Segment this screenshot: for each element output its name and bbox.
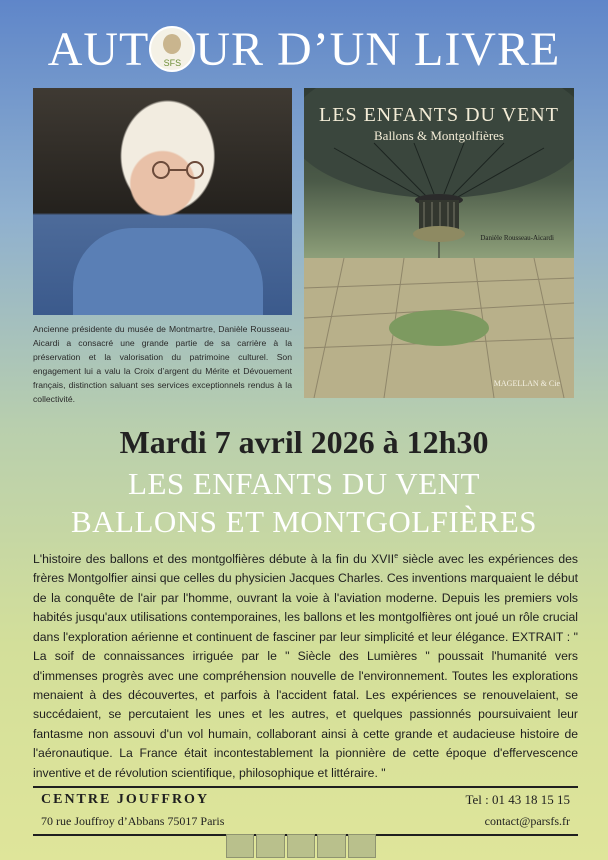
header-title-right: UR D’UN LIVRE <box>195 23 561 76</box>
cover-publisher: MAGELLAN & Cie <box>493 379 560 388</box>
thumbnail <box>256 834 284 858</box>
page-header <box>0 22 608 78</box>
author-caption: Ancienne présidente du musée de Montmartre, Danièle Rousseau-Aicardi a consacré une grande partie de sa carrière à la préservation et la valorisation du patrimoine culturel. Son engagement lui a valu la Croix d’argent du Mérite et Dévouement français, distinction saluant ses services exceptionnels rendus à la collectivité. <box>33 324 292 404</box>
thumbnail <box>348 834 376 858</box>
contact-email[interactable]: contact@parsfs.fr <box>484 814 570 828</box>
event-title-line1: LES ENFANTS DU VENT <box>128 466 480 501</box>
author-portrait <box>33 88 292 315</box>
header-title-left: AUT <box>47 23 150 76</box>
phone-number[interactable]: Tel : 01 43 18 15 15 <box>465 792 570 807</box>
event-date: Mardi 7 avril 2026 à 12h30 <box>119 424 489 460</box>
description-post: siècle avec les expériences des frères Montgolfier ainsi que celles du physicien Jacques Charles. Ces inventions marquaient le début de la conquête de l'air par l'homme, ouvrant la voie à l'aviation moderne. Depuis les premiers vols habités jusqu'aux utilisations contemporaines, les ballons et les montgolfières ont joué un rôle crucial dans l'exploration aérienne et continuent de fasciner par leur simplicité et leur élégance. EXTRAIT : " La soif de connaissances irriguée par le " Siècle des Lumières " poussait l'humanité vers d'immenses progrès avec une compréhension nouvelle de l'environnement. Toutes les explorations menaient à des découvertes, et parfois à l'accident fatal. Les expériences se renouvelaient, se succédaient, se percutaient les unes et les autres, et quelques passionnés poursuivaient leur fantasme non assouvi d'un vol humain, collaborant ainsi à cette grande et audacieuse histoire de l'aéronautique. La France était incontestablement la pionnière de cette époque d'effervescence inventive et de révolution scientifique, philosophique et littéraire. " <box>33 552 579 780</box>
sfs-logo <box>149 26 195 72</box>
thumbnail-strip <box>226 834 376 858</box>
event-title-line2: BALLONS ET MONTGOLFIÈRES <box>70 504 538 539</box>
century-superscript: e <box>394 553 399 560</box>
venue-address: 70 rue Jouffroy d’Abbans 75017 Paris <box>41 814 225 828</box>
cover-author: Danièle Rousseau-Aicardi <box>480 234 554 242</box>
venue-name: CENTRE JOUFFROY <box>41 792 210 807</box>
thumbnail <box>317 834 345 858</box>
description-text <box>33 547 578 783</box>
thumbnail <box>287 834 315 858</box>
thumbnail <box>226 834 254 858</box>
footer <box>33 786 578 836</box>
cover-title: LES ENFANTS DU VENT <box>319 104 559 126</box>
cover-subtitle: Ballons & Montgolfières <box>374 128 504 143</box>
book-cover <box>304 88 574 398</box>
logo-text: SFS <box>163 58 182 68</box>
description-pre: L'histoire des ballons et des montgolfières débute à la fin du XVII <box>33 552 395 567</box>
